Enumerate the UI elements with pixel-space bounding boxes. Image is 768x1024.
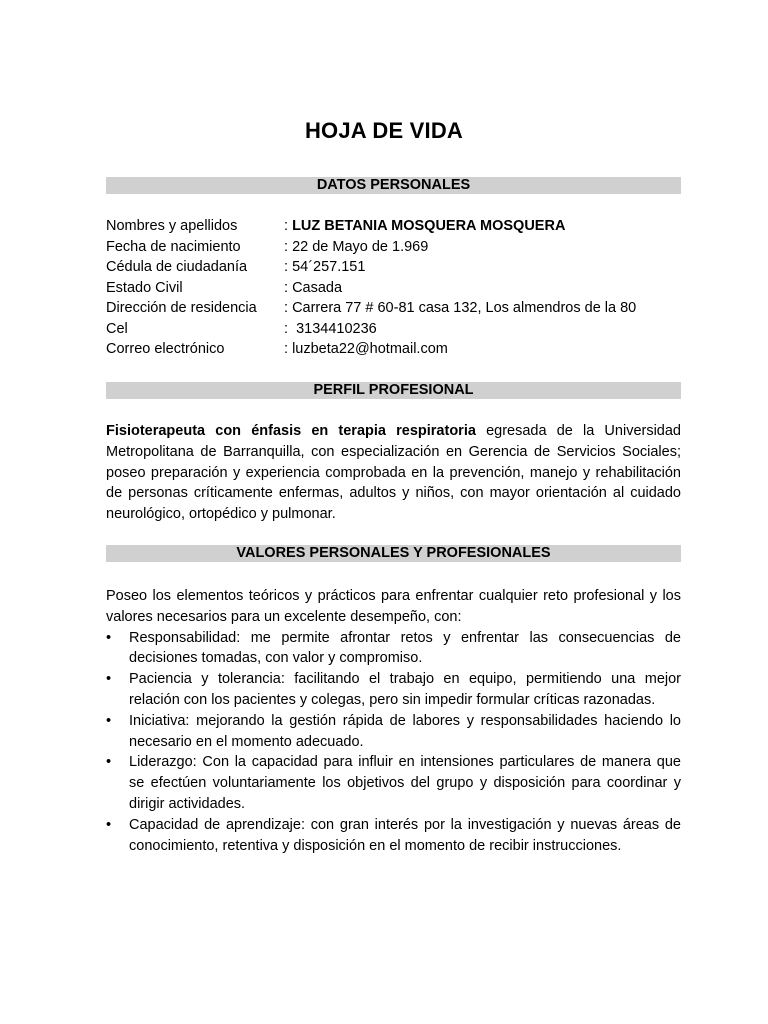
profile-text: egresada de la Universidad Metropolitana de Barranquilla, con especialización en Gerencia de Servicios Sociales; poseo preparación y experiencia comprobada en la prevención, manejo y rehabilitación de personas críticamente enfermas, adultos y niños, con mayor orientación al cuidado neurológico, ortopédico y pulmonar.	[106, 423, 681, 523]
list-item	[106, 628, 681, 670]
list-item	[106, 815, 681, 857]
section-header-values: VALORES PERSONALES Y PROFESIONALES	[106, 545, 681, 562]
field-value: luzbeta22@hotmail.com	[292, 341, 448, 357]
bullet-icon: •	[106, 816, 112, 833]
list-item	[106, 669, 681, 711]
field-colon: :	[284, 300, 293, 316]
field-colon: :	[284, 238, 293, 255]
section-header-profile: PERFIL PROFESIONAL	[106, 382, 681, 399]
field-colon: :	[284, 259, 293, 275]
list-item	[106, 711, 681, 753]
personal-row-name	[106, 216, 681, 237]
values-block	[106, 586, 681, 856]
field-colon: :	[284, 279, 293, 296]
bullet-icon: •	[106, 754, 112, 771]
field-label: Fecha de nacimiento	[106, 238, 241, 255]
page-title: HOJA DE VIDA	[304, 118, 464, 143]
field-label: Nombres y apellidos	[106, 218, 238, 234]
bullet-icon: •	[106, 629, 112, 646]
personal-row-id	[106, 257, 681, 278]
personal-row-email	[106, 339, 681, 360]
profile-paragraph	[106, 421, 681, 525]
personal-row-civil-status	[106, 278, 681, 299]
field-value: Casada	[292, 279, 343, 296]
bullet-icon: •	[106, 712, 112, 729]
personal-row-birthdate	[106, 237, 681, 258]
list-item-text: Liderazgo: Con la capacidad para influir en intensiones particulares de manera que se efectúen voluntariamente los objetivos del grupo y disposición para coordinar y dirigir actividades.	[129, 754, 681, 812]
list-item	[106, 752, 681, 814]
list-item-text: Responsabilidad: me permite afrontar retos y enfrentar las consecuencias de decisiones tomadas, con valor y compromiso.	[129, 629, 681, 667]
section-header-personal: DATOS PERSONALES	[106, 177, 681, 194]
field-value: Carrera 77 # 60-81 casa 132, Los almendros de la 80	[292, 300, 637, 316]
field-value: 54´257.151	[292, 259, 366, 275]
bullet-icon: •	[106, 671, 112, 688]
personal-row-phone	[106, 319, 681, 340]
profile-lead: Fisioterapeuta con énfasis en terapia respiratoria	[106, 423, 476, 439]
values-list	[106, 628, 681, 857]
field-label: Cédula de ciudadanía	[106, 259, 248, 275]
field-value: LUZ BETANIA MOSQUERA MOSQUERA	[292, 218, 566, 234]
field-label: Correo electrónico	[106, 341, 225, 357]
field-value: 3134410236	[296, 320, 377, 337]
values-intro: Poseo los elementos teóricos y prácticos para enfrentar cualquier reto profesional y los valores necesarios para un excelente desempeño, con:	[106, 588, 681, 625]
field-colon: :	[284, 341, 293, 357]
list-item-text: Iniciativa: mejorando la gestión rápida de labores y responsabilidades haciendo lo necesario en el momento adecuado.	[129, 712, 681, 750]
field-colon: :	[284, 320, 297, 337]
personal-data-list	[106, 216, 681, 360]
field-label: Cel	[106, 320, 128, 337]
field-label: Dirección de residencia	[106, 300, 257, 316]
list-item-text: Paciencia y tolerancia: facilitando el trabajo en equipo, permitiendo una mejor relación con los pacientes y colegas, pero sin impedir formular críticas razonadas.	[129, 671, 681, 708]
field-label: Estado Civil	[106, 279, 183, 296]
field-colon: :	[284, 218, 293, 234]
list-item-text: Capacidad de aprendizaje: con gran interés por la investigación y nuevas áreas de conocimiento, retentiva y disposición en el momento de recibir instrucciones.	[129, 816, 681, 854]
field-value: 22 de Mayo de 1.969	[292, 238, 429, 255]
personal-row-address	[106, 298, 681, 319]
